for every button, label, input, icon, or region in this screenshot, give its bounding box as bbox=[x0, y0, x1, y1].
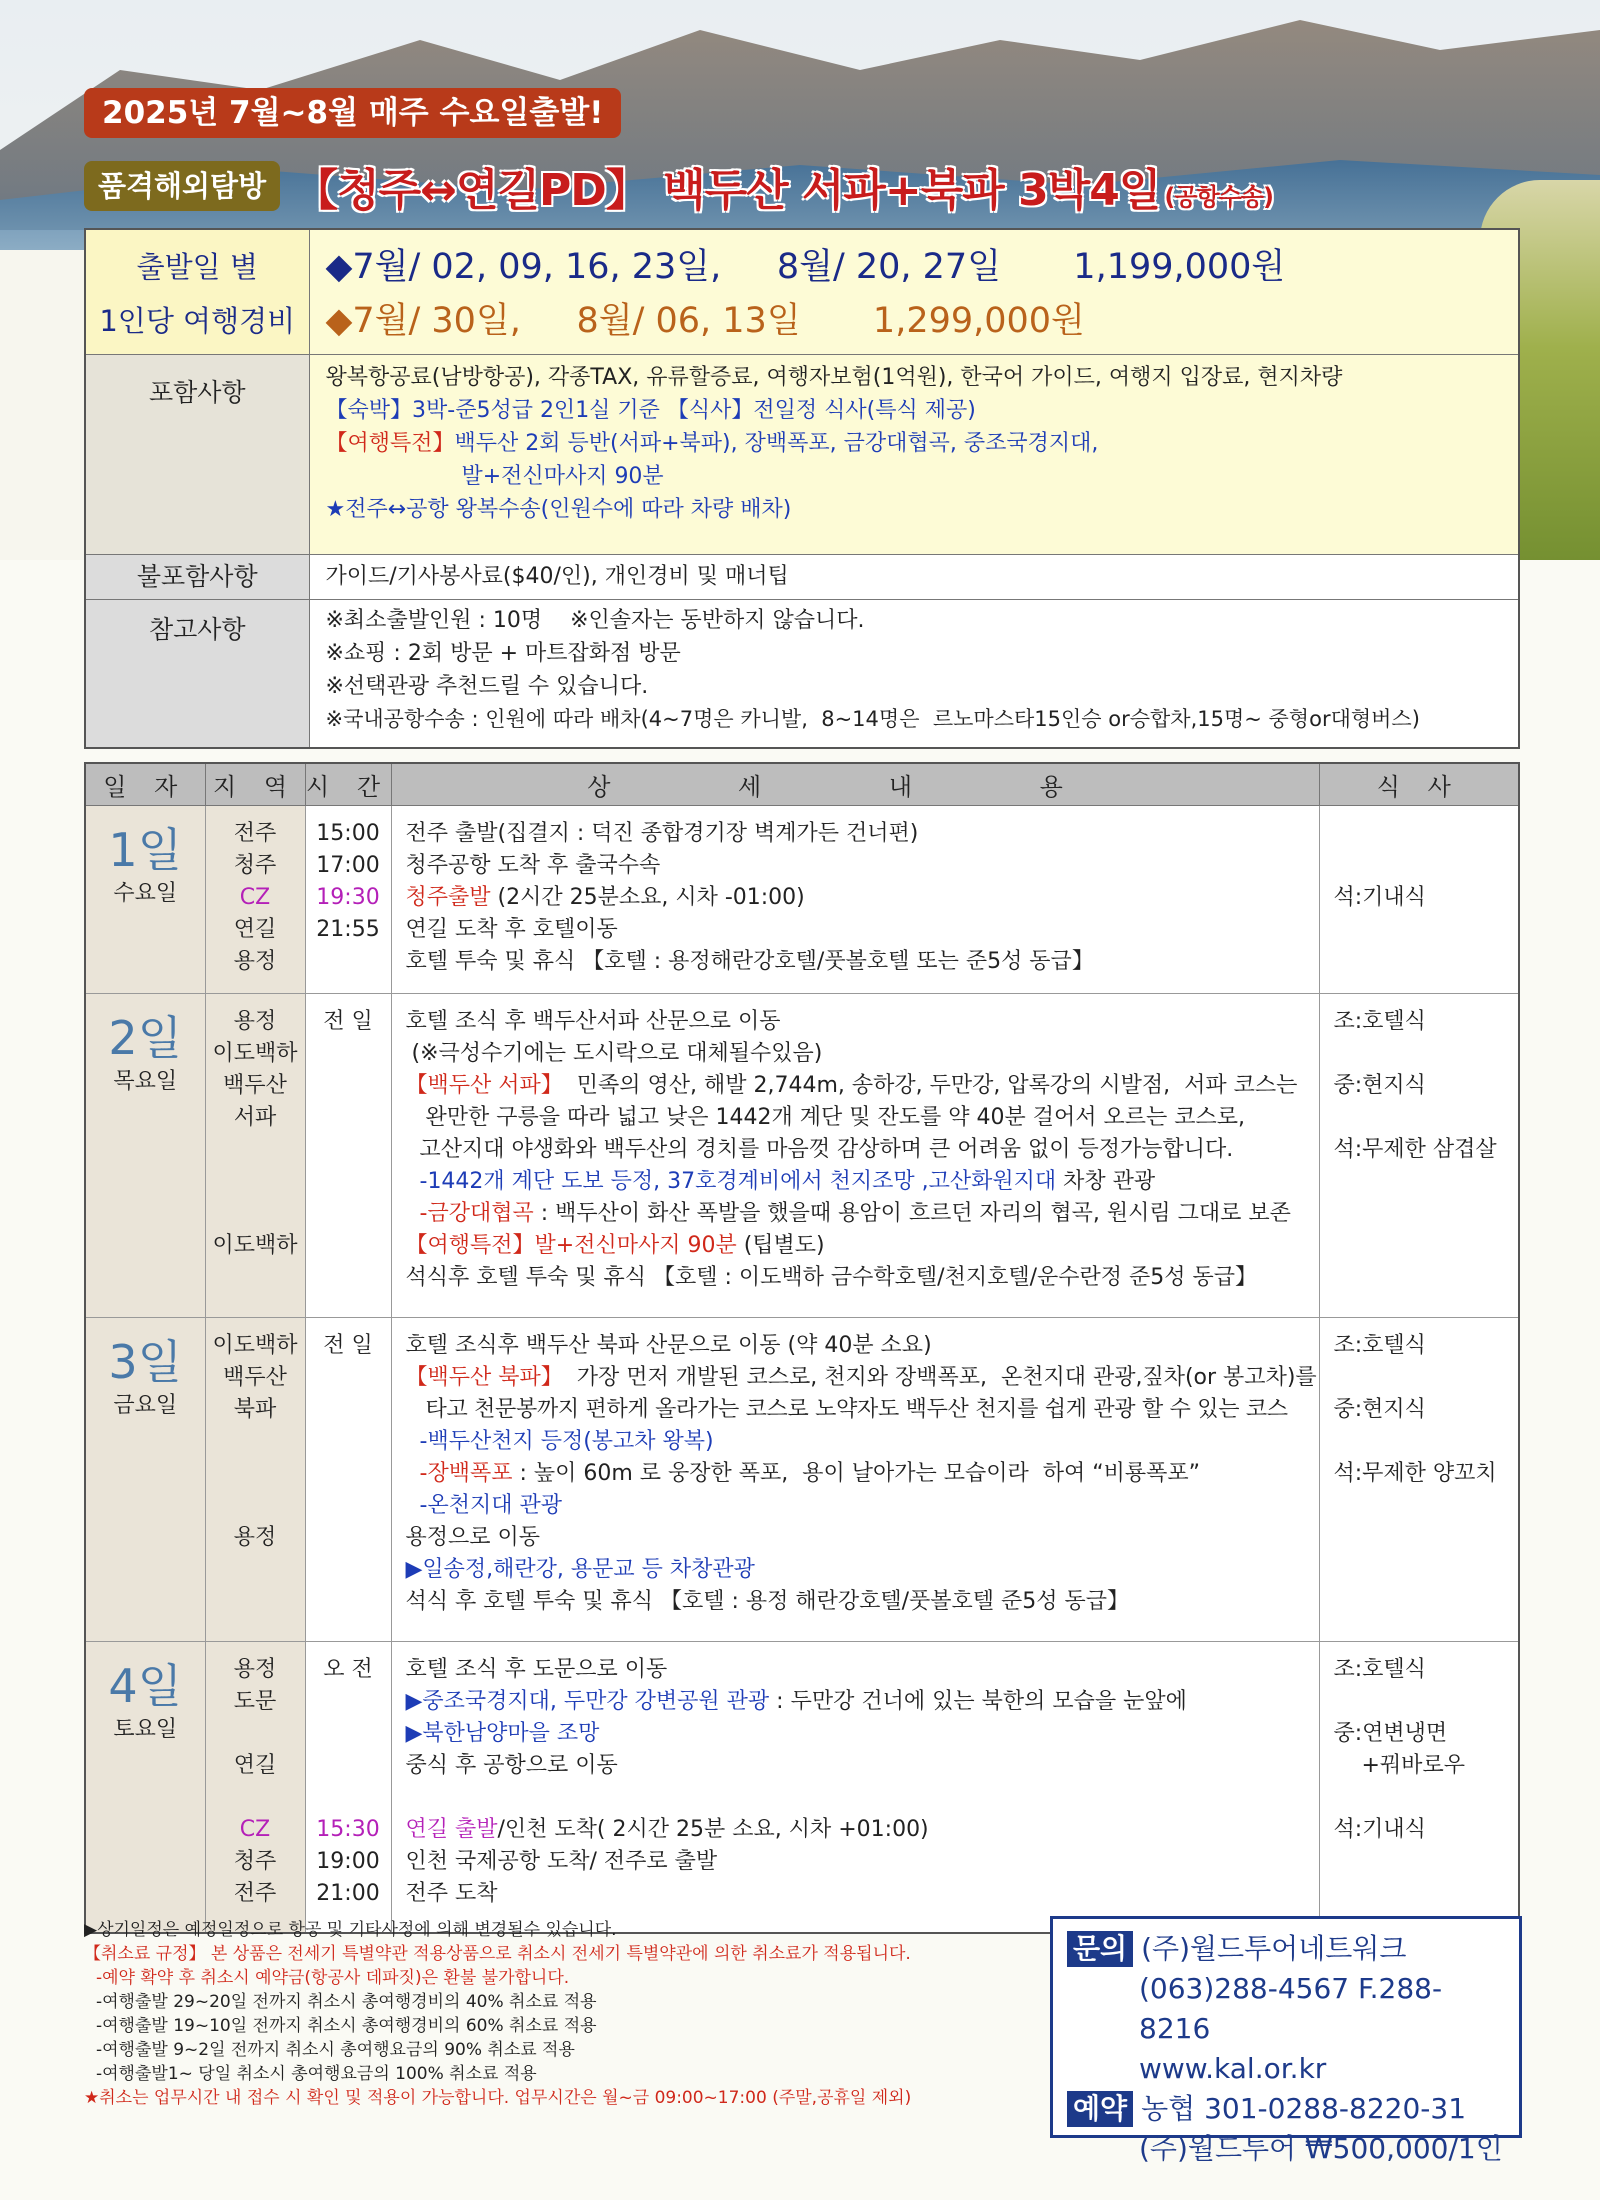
meal: 중:연변냉면 bbox=[1333, 1720, 1448, 1746]
contact-bank-line bbox=[1067, 2089, 1505, 2129]
cancel-item: -여행출발 9~2일 전까지 취소시 총여행요금의 90% 취소료 적용 bbox=[96, 2040, 575, 2060]
note-item: ※최소출발인원 : 10명 ※인솔자는 동반하지 않습니다. bbox=[325, 608, 865, 633]
detail-line: 타고 천문봉까지 편하게 올라가는 코스로 노약자도 백두산 천지를 쉽게 관광 할 수 있는 코스 bbox=[425, 1396, 1288, 1422]
info-table bbox=[84, 228, 1520, 749]
detail-line: 완만한 구릉을 따라 넓고 낮은 1442개 계단 및 잔도를 약 40분 걸어서 오르는 코스로, bbox=[425, 1104, 1245, 1130]
price-row bbox=[85, 229, 1519, 355]
notes-values bbox=[309, 600, 1519, 748]
price-label-line-2: 1인당 여행경비 bbox=[99, 304, 296, 338]
time: 17:00 bbox=[316, 852, 380, 878]
price-amount-1: 1,199,000원 bbox=[1073, 247, 1286, 287]
price-values bbox=[309, 229, 1519, 355]
detail-highlight: 【백두산 서파】 bbox=[405, 1072, 563, 1098]
cancel-item: -예약 확약 후 취소시 예약금(항공사 데파짓)은 환불 불가합니다. bbox=[96, 1968, 570, 1988]
detail-line: 중식 후 공항으로 이동 bbox=[405, 1752, 618, 1778]
perk-text: 백두산 2회 등반(서파+북파), 장백폭포, 금강대협곡, 중조국경지대, bbox=[454, 431, 1099, 456]
day-cell bbox=[85, 1641, 205, 1933]
deposit-info: (주)월드투어 ₩500,000/1인 bbox=[1139, 2132, 1503, 2165]
time: 전 일 bbox=[323, 1332, 373, 1358]
included-line-3 bbox=[326, 427, 1519, 460]
location: 서파 bbox=[233, 1104, 277, 1130]
detail-highlight: -장백폭포 bbox=[419, 1460, 513, 1486]
detail-text: : 높이 60m 로 웅장한 폭포, 용이 날아가는 모습이라 하여 “비룡폭포” bbox=[512, 1460, 1201, 1486]
reserve-tag: 예약 bbox=[1067, 2091, 1133, 2127]
schedule-day-2 bbox=[85, 993, 1519, 1317]
time: 19:00 bbox=[316, 1848, 380, 1874]
meal: 석:무제한 양꼬치 bbox=[1333, 1460, 1497, 1486]
cancel-tag: 【취소료 규정】 bbox=[84, 1944, 206, 1964]
detail-line: (※극성수기에는 도시락으로 대체될수있음) bbox=[411, 1040, 823, 1066]
detail-line: 호텔 투숙 및 휴식 【호텔 : 용정해란강호텔/풋볼호텔 또는 준5성 동급】 bbox=[405, 948, 1094, 974]
company-name: (주)월드투어네트워크 bbox=[1141, 1932, 1407, 1965]
location: 연길 bbox=[233, 916, 277, 942]
included-line-5: ★전주↔공항 왕복수송(인원수에 따라 차량 배차) bbox=[325, 497, 792, 522]
detail-line: ▶일송정,해란강, 용문교 등 차창관광 bbox=[405, 1556, 755, 1582]
location: 용정 bbox=[233, 1656, 277, 1682]
location: 용정 bbox=[233, 1524, 277, 1550]
cancel-item: -여행출발1~ 당일 취소시 총여행요금의 100% 취소료 적용 bbox=[96, 2064, 537, 2084]
note-item: ※쇼핑 : 2회 방문 + 마트잡화점 방문 bbox=[325, 641, 681, 666]
detail-text: /인천 도착( 2시간 25분 소요, 시차 +01:00) bbox=[497, 1816, 929, 1842]
included-label: 포함사항 bbox=[85, 355, 309, 555]
excluded-row bbox=[85, 555, 1519, 600]
excluded-value: 가이드/기사봉사료($40/인), 개인경비 및 매너팁 bbox=[309, 555, 1519, 600]
detail-line bbox=[406, 1070, 1319, 1102]
location: 이도백하 bbox=[212, 1332, 298, 1358]
cancel-hours: ★취소는 업무시간 내 접수 시 확인 및 적용이 가능합니다. 업무시간은 월~금 09:00~17:00 (주말,공휴일 제외) bbox=[84, 2088, 912, 2108]
time: 15:00 bbox=[316, 820, 380, 846]
detail-line: -백두산천지 등정(봉고차 왕복) bbox=[419, 1428, 714, 1454]
detail-line: -온천지대 관광 bbox=[419, 1492, 562, 1518]
detail-line: 용정으로 이동 bbox=[405, 1524, 541, 1550]
cancel-policy bbox=[84, 1942, 1044, 1966]
meal: +꿔바로우 bbox=[1361, 1752, 1465, 1778]
location: CZ bbox=[239, 884, 271, 910]
time-cell bbox=[305, 993, 391, 1317]
location: 북파 bbox=[233, 1396, 277, 1422]
time-cell bbox=[305, 805, 391, 993]
time-cell bbox=[305, 1317, 391, 1641]
location: 전주 bbox=[233, 1880, 277, 1906]
day-number: 3일 bbox=[108, 1334, 183, 1389]
detail-text: 차창 관광 bbox=[1056, 1168, 1156, 1194]
schedule-day-3 bbox=[85, 1317, 1519, 1641]
detail-line: 전주 도착 bbox=[405, 1880, 498, 1906]
location: 이도백하 bbox=[212, 1232, 298, 1258]
time: 19:30 bbox=[316, 884, 380, 910]
location: 청주 bbox=[233, 852, 277, 878]
footer-notes bbox=[84, 1918, 1044, 2110]
detail-highlight: -금강대협곡 bbox=[419, 1200, 534, 1226]
cancel-main: 본 상품은 전세기 특별약관 적용상품으로 취소시 전세기 특별약관에 의한 취소료가 적용됩니다. bbox=[205, 1944, 911, 1964]
location: 백두산 bbox=[223, 1072, 287, 1098]
location-cell bbox=[205, 1641, 305, 1933]
meal: 석:기내식 bbox=[1333, 1816, 1426, 1842]
location: 용정 bbox=[233, 1008, 277, 1034]
meal-cell bbox=[1319, 993, 1519, 1317]
location: 용정 bbox=[233, 948, 277, 974]
detail-line bbox=[406, 1166, 1319, 1198]
header-meal: 식 사 bbox=[1319, 763, 1519, 805]
time: 21:00 bbox=[316, 1880, 380, 1906]
day-cell bbox=[85, 805, 205, 993]
perk-tag: 【여행특전】 bbox=[325, 431, 455, 456]
note-item: ※선택관광 추천드릴 수 있습니다. bbox=[325, 674, 649, 699]
inquiry-tag: 문의 bbox=[1067, 1931, 1133, 1967]
detail-line bbox=[406, 1458, 1319, 1490]
website-link[interactable]: www.kal.or.kr bbox=[1139, 2052, 1327, 2085]
meal: 조:호텔식 bbox=[1333, 1656, 1426, 1682]
detail-highlight: -1442개 계단 도보 등정, 37호경계비에서 천지조망 ,고산화원지대 bbox=[419, 1168, 1057, 1194]
detail-line bbox=[406, 1230, 1319, 1262]
included-line-2: 【숙박】3박-준5성급 2인1실 기준 【식사】전일정 식사(특식 제공) bbox=[325, 398, 976, 423]
header-location: 지 역 bbox=[205, 763, 305, 805]
detail-highlight: ▶중조국경지대, 두만강 강변공원 관광 bbox=[405, 1688, 770, 1714]
meal: 조:호텔식 bbox=[1333, 1008, 1426, 1034]
detail-line: 호텔 조식후 백두산 북파 산문으로 이동 (약 40분 소요) bbox=[405, 1332, 932, 1358]
schedule-table bbox=[84, 762, 1520, 1934]
tour-title-main: 【청주↔연길PD】 백두산 서파+북파 3박4일 bbox=[294, 165, 1161, 216]
header-day: 일 자 bbox=[85, 763, 205, 805]
meal: 중:현지식 bbox=[1333, 1072, 1426, 1098]
detail-line: 호텔 조식 후 백두산서파 산문으로 이동 bbox=[405, 1008, 781, 1034]
header-time: 시 간 bbox=[305, 763, 391, 805]
location-cell bbox=[205, 993, 305, 1317]
detail-cell bbox=[391, 1317, 1319, 1641]
detail-line: ▶북한남양마을 조망 bbox=[405, 1720, 600, 1746]
weekday: 목요일 bbox=[113, 1068, 178, 1094]
contact-box bbox=[1050, 1916, 1522, 2165]
weekday: 토요일 bbox=[113, 1716, 178, 1742]
time: 전 일 bbox=[323, 1008, 373, 1034]
header-detail: 상 세 내 용 bbox=[391, 763, 1319, 805]
detail-text: : 백두산이 화산 폭발을 했을때 용암이 흐르던 자리의 협곡, 원시림 그대로 보존 bbox=[533, 1200, 1291, 1226]
schedule-header-row bbox=[85, 763, 1519, 805]
contact-company-line bbox=[1067, 1929, 1505, 1969]
detail-text: 민족의 영산, 해발 2,744m, 송하강, 두만강, 압록강의 시발점, 서파 코스는 bbox=[562, 1072, 1298, 1098]
schedule-day-4 bbox=[85, 1641, 1519, 1933]
bank-account: 농협 301-0288-8220-31 bbox=[1141, 2092, 1467, 2125]
detail-line: 석식 후 호텔 투숙 및 휴식 【호텔 : 용정 해란강호텔/풋볼호텔 준5성 동급】 bbox=[405, 1588, 1130, 1614]
weekday: 수요일 bbox=[113, 880, 178, 906]
detail-text: 가장 먼저 개발된 코스로, 천지와 장백폭포, 온천지대 관광,짚차(or 봉고차)를 bbox=[562, 1364, 1317, 1390]
notes-label: 참고사항 bbox=[85, 600, 309, 748]
meal: 중:현지식 bbox=[1333, 1396, 1426, 1422]
detail-line bbox=[406, 1814, 1319, 1846]
detail-line: 연길 도착 후 호텔이동 bbox=[405, 916, 618, 942]
price-label-line-1: 출발일 별 bbox=[136, 250, 258, 284]
schedule-day-1 bbox=[85, 805, 1519, 993]
phone-number[interactable]: (063)288-4567 F.288-8216 bbox=[1139, 1972, 1443, 2045]
price-line-2 bbox=[326, 294, 1519, 348]
detail-text: (팁별도) bbox=[736, 1232, 825, 1258]
day-number: 4일 bbox=[108, 1658, 183, 1713]
price-dates-2: ◆7월/ 30일, 8월/ 06, 13일 bbox=[325, 301, 801, 341]
meal: 조:호텔식 bbox=[1333, 1332, 1426, 1358]
meal-cell bbox=[1319, 1317, 1519, 1641]
location: 연길 bbox=[233, 1752, 277, 1778]
detail-line: 호텔 조식 후 도문으로 이동 bbox=[405, 1656, 668, 1682]
meal-cell bbox=[1319, 805, 1519, 993]
category-badge: 품격해외탐방 bbox=[84, 161, 280, 211]
price-dates-1: ◆7월/ 02, 09, 16, 23일, 8월/ 20, 27일 bbox=[325, 247, 1002, 287]
price-line-1 bbox=[326, 240, 1519, 294]
time: 15:30 bbox=[316, 1816, 380, 1842]
excluded-label: 불포함사항 bbox=[85, 555, 309, 600]
meal-cell bbox=[1319, 1641, 1519, 1933]
detail-line: 청주공항 도착 후 출국수속 bbox=[405, 852, 661, 878]
location: 이도백하 bbox=[212, 1040, 298, 1066]
location: 백두산 bbox=[223, 1364, 287, 1390]
price-amount-2: 1,299,000원 bbox=[872, 301, 1085, 341]
detail-cell bbox=[391, 805, 1319, 993]
day-number: 1일 bbox=[108, 822, 183, 877]
time-cell bbox=[305, 1641, 391, 1933]
title-row bbox=[84, 160, 1274, 216]
detail-line: 석식후 호텔 투숙 및 휴식 【호텔 : 이도백하 금수학호텔/천지호텔/운수란정 준5성 동급】 bbox=[405, 1264, 1257, 1290]
time: 21:55 bbox=[316, 916, 380, 942]
tour-title-suffix: (공항수송) bbox=[1164, 183, 1274, 211]
detail-text: : 두만강 건너에 있는 북한의 모습을 눈앞에 bbox=[769, 1688, 1187, 1714]
included-values bbox=[309, 355, 1519, 555]
schedule-notice: ▶상기일정은 예정일정으로 항공 및 기타사정에 의해 변경될수 있습니다. bbox=[84, 1920, 617, 1940]
detail-highlight: 【백두산 북파】 bbox=[405, 1364, 563, 1390]
day-cell bbox=[85, 1317, 205, 1641]
detail-line: 고산지대 야생화와 백두산의 경치를 마음껏 감상하며 큰 어려움 없이 등정가능합니다. bbox=[419, 1136, 1234, 1162]
location-cell bbox=[205, 1317, 305, 1641]
note-item: ※국내공항수송 : 인원에 따라 배차(4~7명은 카니발, 8~14명은 르노마스타15인승 or승합차,15명~ 중형or대형버스) bbox=[325, 707, 1420, 731]
detail-line bbox=[406, 1686, 1319, 1718]
meal: 석:무제한 삼겹살 bbox=[1333, 1136, 1497, 1162]
time: 오 전 bbox=[323, 1656, 373, 1682]
cancel-item: -여행출발 29~20일 전까지 취소시 총여행경비의 40% 취소료 적용 bbox=[96, 1992, 597, 2012]
detail-line bbox=[406, 1198, 1319, 1230]
departure-tagline: 2025년 7월~8월 매주 수요일출발! bbox=[84, 88, 621, 138]
location: CZ bbox=[239, 1816, 271, 1842]
location: 청주 bbox=[233, 1848, 277, 1874]
detail-text: (2시간 25분소요, 시차 -01:00) bbox=[490, 884, 805, 910]
price-label bbox=[85, 229, 309, 355]
included-row bbox=[85, 355, 1519, 555]
detail-highlight: 연길 출발 bbox=[405, 1816, 498, 1842]
day-cell bbox=[85, 993, 205, 1317]
detail-line bbox=[406, 882, 1319, 914]
tour-title bbox=[294, 154, 1273, 218]
detail-line: 전주 출발(집결지 : 덕진 종합경기장 벽계가든 건너편) bbox=[405, 820, 919, 846]
day-number: 2일 bbox=[108, 1010, 183, 1065]
notes-row bbox=[85, 600, 1519, 748]
weekday: 금요일 bbox=[113, 1392, 178, 1418]
detail-line: 인천 국제공항 도착/ 전주로 출발 bbox=[405, 1848, 718, 1874]
location-cell bbox=[205, 805, 305, 993]
detail-cell bbox=[391, 993, 1319, 1317]
location: 전주 bbox=[233, 820, 277, 846]
detail-line bbox=[406, 1362, 1319, 1394]
detail-highlight: 【여행특전】발+전신마사지 90분 bbox=[405, 1232, 737, 1258]
cancel-item: -여행출발 19~10일 전까지 취소시 총여행경비의 60% 취소료 적용 bbox=[96, 2016, 597, 2036]
included-line-1: 왕복항공료(남방항공), 각종TAX, 유류할증료, 여행자보험(1억원), 한국어 가이드, 여행지 입장료, 현지차량 bbox=[325, 365, 1343, 390]
included-line-4: 발+전신마사지 90분 bbox=[461, 464, 664, 489]
meal: 석:기내식 bbox=[1333, 884, 1426, 910]
detail-cell bbox=[391, 1641, 1319, 1933]
location: 도문 bbox=[233, 1688, 277, 1714]
detail-highlight: 청주출발 bbox=[405, 884, 491, 910]
